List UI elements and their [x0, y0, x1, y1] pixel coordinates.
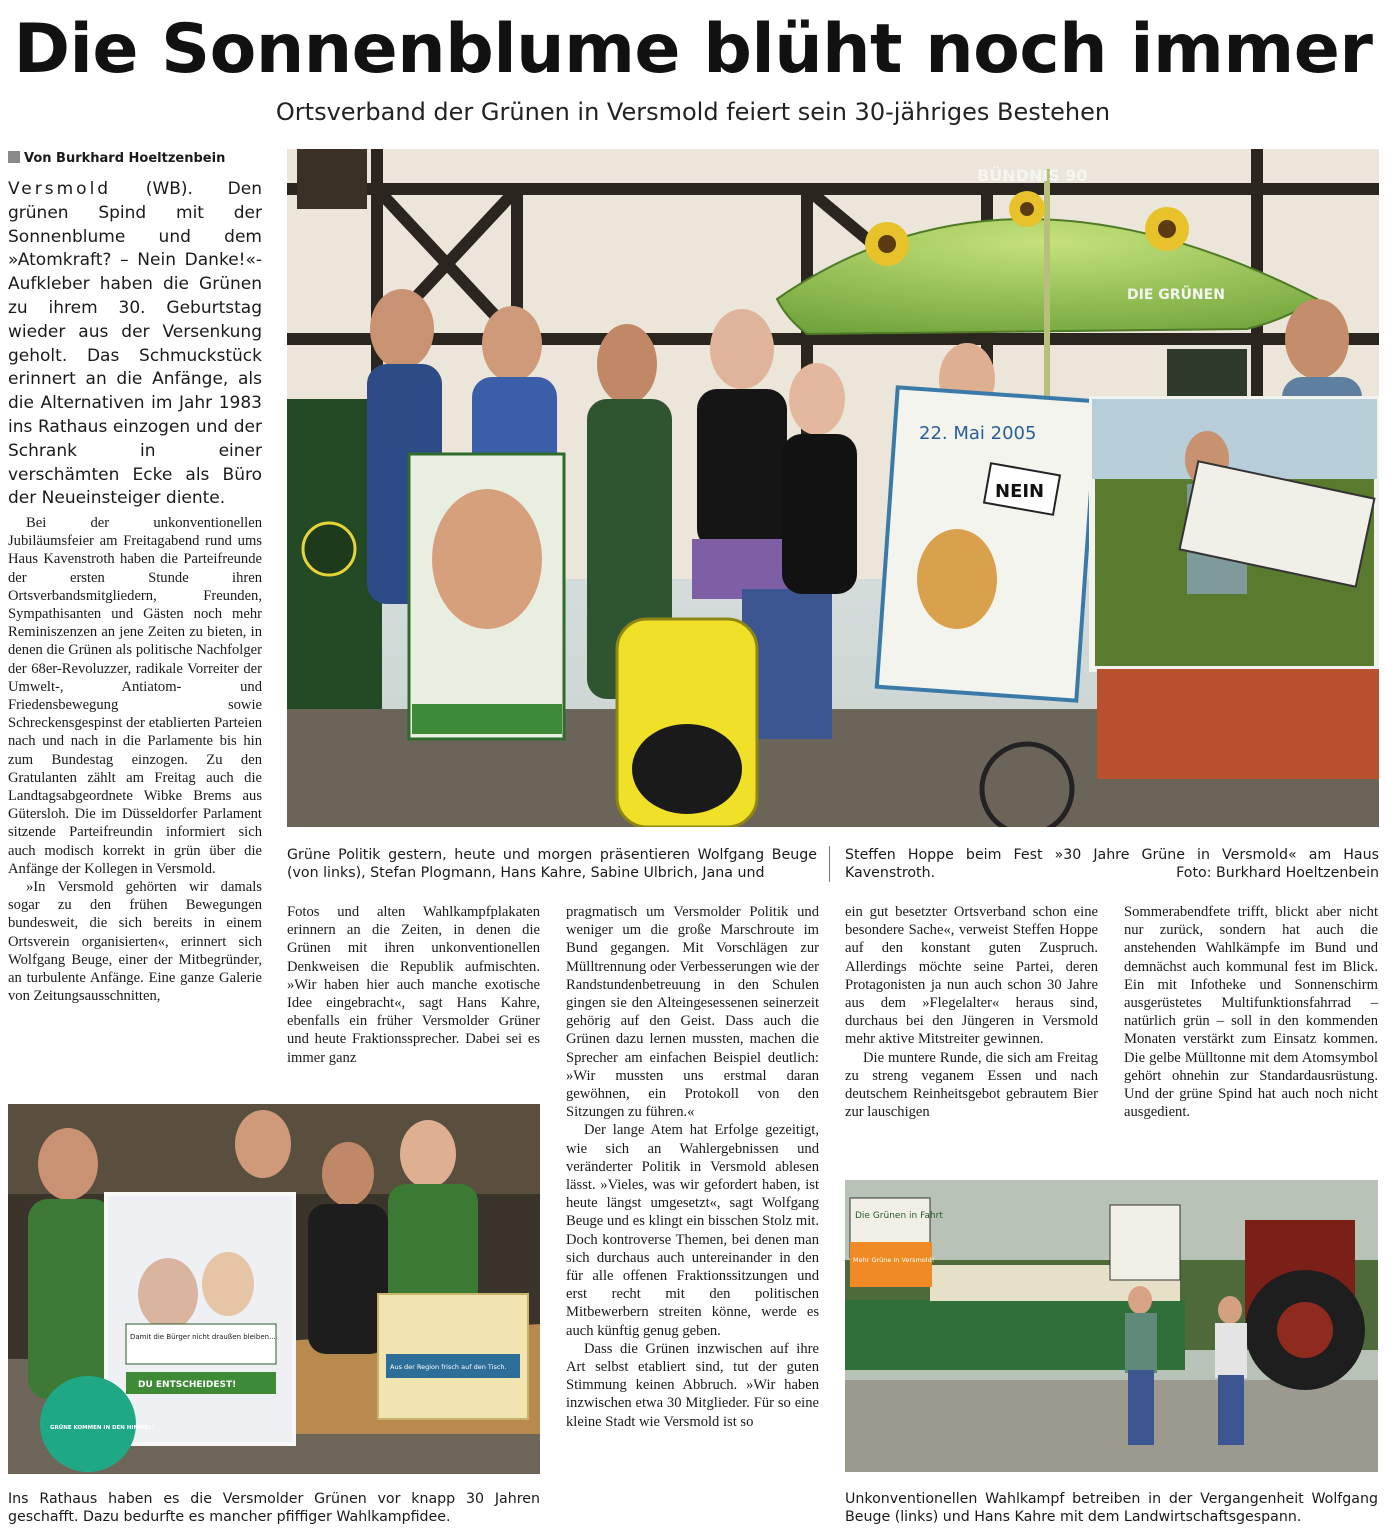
byline-marker [8, 151, 20, 163]
photo-rathaus [8, 1104, 540, 1474]
body-paragraph: Dass die Grünen inzwischen auf ihre Art selbst etabliert sind, tut der guten Stimmung keinen Abbruch. »Wir haben inzwischen etwa 30 Mitglieder. Für so eine kleine Stadt wie Versmold ist so [566, 1340, 819, 1430]
poster2-text: Aus der Region frisch auf den Tisch. [390, 1363, 507, 1371]
caption-divider [829, 846, 830, 882]
photo-credit: Foto: Burkhard Hoeltzenbein [1176, 865, 1379, 881]
article-column-5 [1124, 903, 1378, 1121]
body-paragraph: »In Versmold gehörten wir damals sogar zu den frühen Bewegungen bundesweit, die sich bereits in einem Ortsverein organisierten«, erinnert sich Wolfgang Beuge, einer der Mitbegründer, an turbulente Anfänge. Eine ganze Galerie von Zeitungsausschnitten, [8, 879, 262, 1005]
balloon-text: GRÜNE KOMMEN IN DEN HIMMEL! [50, 1425, 155, 1431]
photo-rathaus-caption: Ins Rathaus haben es die Versmolder Grünen vor knapp 30 Jahren geschafft. Dazu bedurfte es mancher pfiffiger Wahlkampfidee. [8, 1491, 540, 1525]
byline [8, 150, 270, 170]
photo-rathaus-image [8, 1104, 540, 1474]
body-paragraph: Die muntere Runde, die sich am Freitag zu streng veganem Essen und nach deutschem Reinheitsgebot gebrautem Bier zur lauschigen [845, 1049, 1098, 1121]
article-column-4 [845, 903, 1098, 1121]
main-photo [287, 149, 1379, 827]
poster-nein: NEIN [995, 481, 1045, 502]
poster-text: Damit die Bürger nicht draußen bleiben... [130, 1333, 276, 1341]
main-photo-image [287, 149, 1379, 827]
body-paragraph: Bei der unkonventionellen Jubiläumsfeier am Freitagabend rund ums Haus Kavenstroth haben die Parteifreunde der ersten Stunde ihren Ortsverbandsmitgliedern, Freunden, Sympathisanten und Gästen noch mehr Reminiszenzen an jene Zeiten zu bieten, in denen die Grünen als politische Nachfolger der 68er-Revoluzzer, radikale Vorreiter der Umwelt-, Antiatom- und Friedensbewegung sowie Schreckensgespinst der etablierten Parteien nach und nach in die Parlamente bis hin zum Bundestag einzogen. Zu den Gratulanten zählt am Freitag auch die Landtagsabgeordnete Wibke Brems aus Gütersloh. Die im Düsseldorfer Parlament sitzende Parteifreundin informiert sich auch modisch korrekt in grün über die Anfänge der Kollegen in Versmold. [8, 515, 262, 877]
article-column-1 [8, 514, 262, 1005]
sign-fahrt: Die Grünen in Fahrt [855, 1211, 943, 1221]
body-paragraph: ein gut besetzter Ortsverband schon eine besondere Sache«, verweist Steffen Hoppe auf den konstant guten Zuspruch. Allerdings möchte seine Partei, deren Protagonisten ja nun auch schon 30 Jahre aus dem »Flegelalter« heraus sind, durchaus bei den Jüngeren in Versmold mehr aktive Mitstreiter gewinnen. [845, 904, 1098, 1048]
body-paragraph: Der lange Atem hat Erfolge gezeitigt, wie sich an Wahlergebnissen und veränderter Politik in Versmold ablesen lässt. »Vieles, was wir gefordert haben, ist heute längst umgesetzt«, sagt Wolfgang Beuge und es klingt ein bisschen Stolz mit. Doch kontroverse Themen, bei denen man sich durchaus auch untereinander in den für alle offenen Fraktionssitzungen und erst recht mit den politischen Mitbewerbern streiten könne, werde es auch künftig genug geben. [566, 1122, 819, 1339]
lead-paragraph [8, 178, 262, 511]
main-photo-caption-left: Grüne Politik gestern, heute und morgen präsentieren Wolfgang Beuge (von links), Stefan Plogmann, Hans Kahre, Sabine Ulbrich, Jana und [287, 847, 817, 881]
body-paragraph: Fotos und alten Wahlkampfplakaten erinnern an die Zeiten, in denen die Grünen mit ihren unkonventionellen Denkweisen die Republik aufmischten. »Wir haben hier auch manche exotische Idee eingebracht«, sagt Hans Kahre, ebenfalls ein früher Versmolder Grüner und heute Fraktionssprecher. Dabei sei es immer ganz [287, 904, 540, 1066]
umbrella-label: BÜNDNIS 90 [977, 166, 1088, 185]
caption-text: Steffen Hoppe beim Fest »30 Jahre Grüne in Versmold« am Haus Kavenstroth. [845, 847, 1379, 881]
photo-wahlkampf [845, 1180, 1378, 1472]
photo-wahlkampf-image [845, 1180, 1378, 1472]
dateline: Versmold [8, 179, 112, 199]
byline-text: Von Burkhard Hoeltzenbein [24, 151, 226, 166]
photo-wahlkampf-caption: Unkonventionellen Wahlkampf betreiben in der Vergangenheit Wolfgang Beuge (links) und Hans Kahre mit dem Landwirtschaftsgespann. [845, 1491, 1378, 1525]
headline: Die Sonnenblume blüht noch immer [13, 10, 1373, 89]
lead-text: (WB). Den grünen Spind mit der Sonnenblume und dem »Atomkraft? – Nein Danke!«-Aufkleber haben die Grünen zu ihrem 30. Geburtstag wieder aus der Versenkung geholt. Das Schmuckstück erinnert an die Anfänge, als die Alternativen im Jahr 1983 ins Rathaus einzogen und der Schrank in einer verschämten Ecke als Büro der Neueinsteiger diente. [8, 179, 262, 509]
poster-slogan: DU ENTSCHEIDEST! [138, 1380, 237, 1390]
main-photo-caption-right [845, 846, 1379, 882]
sign-mehr-gruene: Mehr Grüne in Versmold! [853, 1256, 935, 1264]
subheadline: Ortsverband der Grünen in Versmold feiert sein 30-jähriges Bestehen [275, 98, 1111, 126]
article-column-3 [566, 903, 819, 1431]
article-column-2 [287, 903, 540, 1067]
body-paragraph: pragmatisch um Versmolder Politik und weniger um die große Marschroute im Bund gegangen. Mit Vorschlägen zur Mülltrennung oder Verbesserungen wie der Randstundenbetreuung in den Schulen gingen sie den Alteingesessenen seinerzeit gehörig auf den Geist. Dass auch die Grünen dazu lernen mussten, machen die Sprecher am einfachen Beispiel deutlich: »Wir mussten uns erstmal daran gewöhnen, ein Protokoll von den Sitzungen zu führen.« [566, 904, 819, 1121]
body-paragraph: Sommerabendfete trifft, blickt aber nicht nur zurück, sondern hat auch die anstehenden Wahlkämpfe im Bund und demnächst auch kommunal fest im Blick. Ein mit Infotheke und Sonnenschirm ausgerüstetes Multifunktionsfahrrad – natürlich grün – soll in den kommenden Monaten verstärkt zum Einsatz kommen. Die gelbe Mülltonne mit dem Atomsymbol gehört ohnehin zur Standardausrüstung. Und der grüne Spind hat auch noch nicht ausgedient. [1124, 904, 1378, 1121]
umbrella-label-2: DIE GRÜNEN [1127, 287, 1225, 303]
poster-date: 22. Mai 2005 [919, 423, 1037, 444]
